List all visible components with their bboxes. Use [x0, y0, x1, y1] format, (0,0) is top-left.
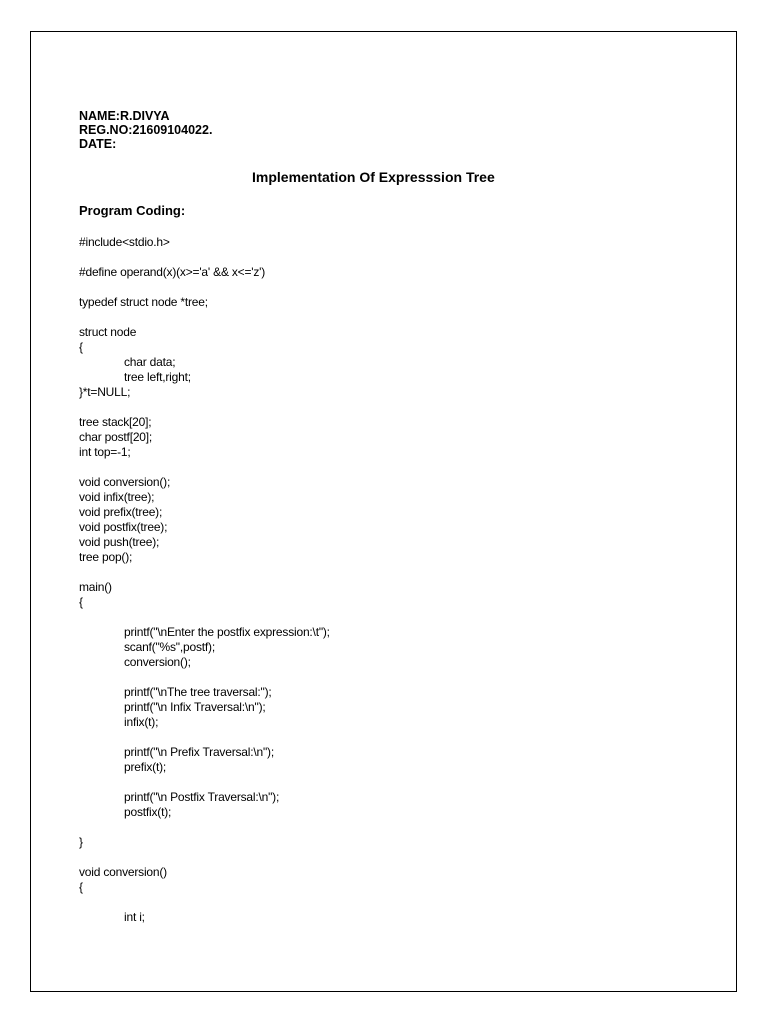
code-line: int top=-1; — [79, 445, 131, 459]
code-line: int i; — [124, 910, 145, 924]
code-line: tree stack[20]; — [79, 415, 152, 429]
blank-line — [79, 280, 330, 295]
student-header — [79, 109, 212, 151]
code-line: printf("\nEnter the postfix expression:\t"); — [124, 625, 330, 639]
blank-line — [79, 565, 330, 580]
code-line: char data; — [124, 355, 176, 369]
blank-line — [79, 250, 330, 265]
code-line: }*t=NULL; — [79, 385, 131, 399]
code-line: printf("\n Prefix Traversal:\n"); — [124, 745, 274, 759]
code-line: printf("\n Infix Traversal:\n"); — [124, 700, 266, 714]
code-line: scanf("%s",postf); — [124, 640, 215, 654]
date-label: DATE: — [79, 137, 117, 151]
code-line: #define operand(x)(x>='a' && x<='z') — [79, 265, 266, 279]
registration-number: REG.NO:21609104022. — [79, 123, 213, 137]
code-line: conversion(); — [124, 655, 191, 669]
code-line: } — [79, 835, 83, 849]
code-line: #include<stdio.h> — [79, 235, 170, 249]
code-line: printf("\nThe tree traversal:"); — [124, 685, 272, 699]
document-title: Implementation Of Expresssion Tree — [252, 169, 495, 185]
code-line: void infix(tree); — [79, 490, 155, 504]
blank-line — [79, 310, 330, 325]
code-line: { — [79, 595, 83, 609]
code-line: void conversion() — [79, 865, 167, 879]
code-line: main() — [79, 580, 112, 594]
code-line: { — [79, 340, 83, 354]
code-line: void push(tree); — [79, 535, 160, 549]
code-line: { — [79, 880, 83, 894]
blank-line — [79, 730, 330, 745]
code-line: typedef struct node *tree; — [79, 295, 208, 309]
code-line: infix(t); — [124, 715, 159, 729]
blank-line — [79, 610, 330, 625]
blank-line — [79, 460, 330, 475]
code-line: struct node — [79, 325, 137, 339]
code-line: void postfix(tree); — [79, 520, 168, 534]
code-line: tree pop(); — [79, 550, 133, 564]
code-listing — [79, 235, 330, 925]
code-line: char postf[20]; — [79, 430, 153, 444]
blank-line — [79, 400, 330, 415]
code-line: void conversion(); — [79, 475, 171, 489]
blank-line — [79, 895, 330, 910]
code-line: void prefix(tree); — [79, 505, 163, 519]
section-heading: Program Coding: — [79, 203, 186, 218]
student-name: NAME:R.DIVYA — [79, 109, 170, 123]
code-line: prefix(t); — [124, 760, 167, 774]
blank-line — [79, 850, 330, 865]
code-line: tree left,right; — [124, 370, 191, 384]
code-line: printf("\n Postfix Traversal:\n"); — [124, 790, 280, 804]
blank-line — [79, 775, 330, 790]
blank-line — [79, 820, 330, 835]
code-line: postfix(t); — [124, 805, 172, 819]
blank-line — [79, 670, 330, 685]
